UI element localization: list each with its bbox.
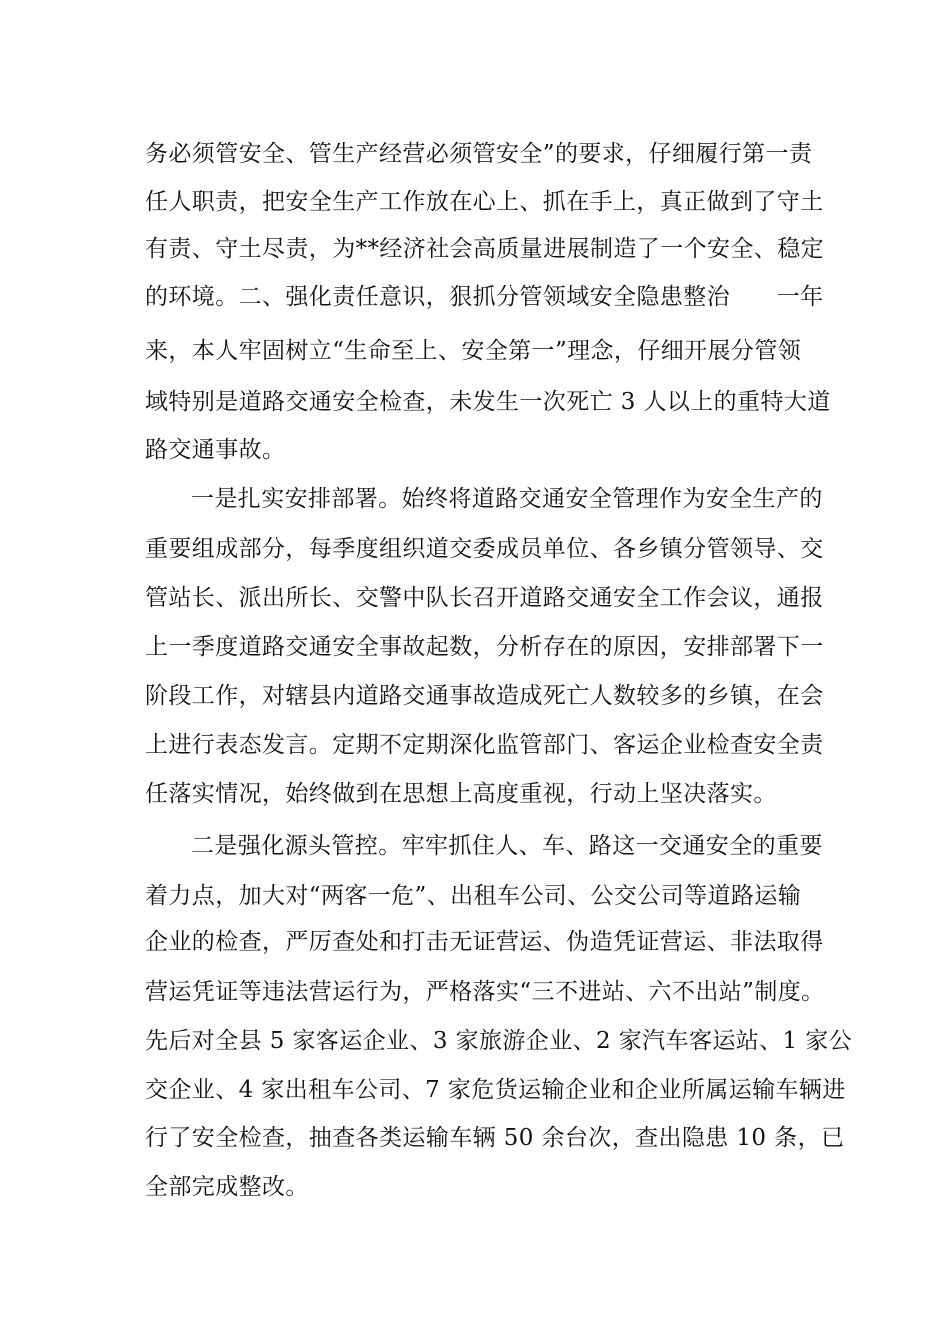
text-line: 管站长、派出所长、交警中队长召开道路交通安全工作会议，通报: [145, 585, 824, 611]
text-line: 任落实情况，始终做到在思想上高度重视，行动上坚决落实。: [145, 781, 777, 807]
text-line: 有责、守土尽责，为**经济社会高质量进展制造了一个安全、稳定: [145, 236, 824, 262]
text-line: 阶段工作，对辖县内道路交通事故造成死亡人数较多的乡镇，在会: [145, 683, 824, 709]
paragraph-first-line: 二是强化源头管控。牢牢抓住人、车、路这一交通安全的重要: [191, 833, 823, 859]
text-line: 先后对全县 5 家客运企业、3 家旅游企业、2 家汽车客运站、1 家公: [145, 1028, 853, 1054]
text-line: 域特别是道路交通安全检查，未发生一次死亡 3 人以上的重特大道: [145, 389, 831, 415]
text-line: 全部完成整改。: [145, 1174, 309, 1200]
text-line: 营运凭证等违法营运行为，严格落实“三不进站、六不出站”制度。: [145, 979, 825, 1005]
text-line: 上一季度道路交通安全事故起数，分析存在的原因，安排部署下一: [145, 634, 824, 660]
text-line: 企业的检查，严厉查处和打击无证营运、伪造凭证营运、非法取得: [145, 929, 824, 955]
text-line: 来，本人牢固树立“生命至上、安全第一”理念，仔细开展分管领: [145, 338, 802, 364]
text-line: 的环境。二、强化责任意识，狠抓分管领域安全隐患整治 一年: [145, 284, 824, 310]
text-line: 行了安全检查，抽查各类运输车辆 50 余台次，查出隐患 10 条，已: [145, 1125, 845, 1151]
paragraph-first-line: 一是扎实安排部署。始终将道路交通安全管理作为安全生产的: [191, 486, 823, 512]
text-line: 路交通事故。: [145, 437, 286, 463]
text-line: 着力点，加大对“两客一危”、出租车公司、公交公司等道路运输: [145, 883, 802, 909]
text-line: 重要组成部分，每季度组织道交委成员单位、各乡镇分管领导、交: [145, 536, 824, 562]
text-line: 上进行表态发言。定期不定期深化监管部门、客运企业检查安全责: [145, 732, 824, 758]
text-line: 任人职责，把安全生产工作放在心上、抓在手上，真正做到了守土: [145, 189, 824, 215]
text-line: 交企业、4 家出租车公司、7 家危货运输企业和企业所属运输车辆进: [145, 1077, 846, 1103]
text-line: 务必须管安全、管生产经营必须管安全”的要求，仔细履行第一责: [145, 141, 813, 167]
